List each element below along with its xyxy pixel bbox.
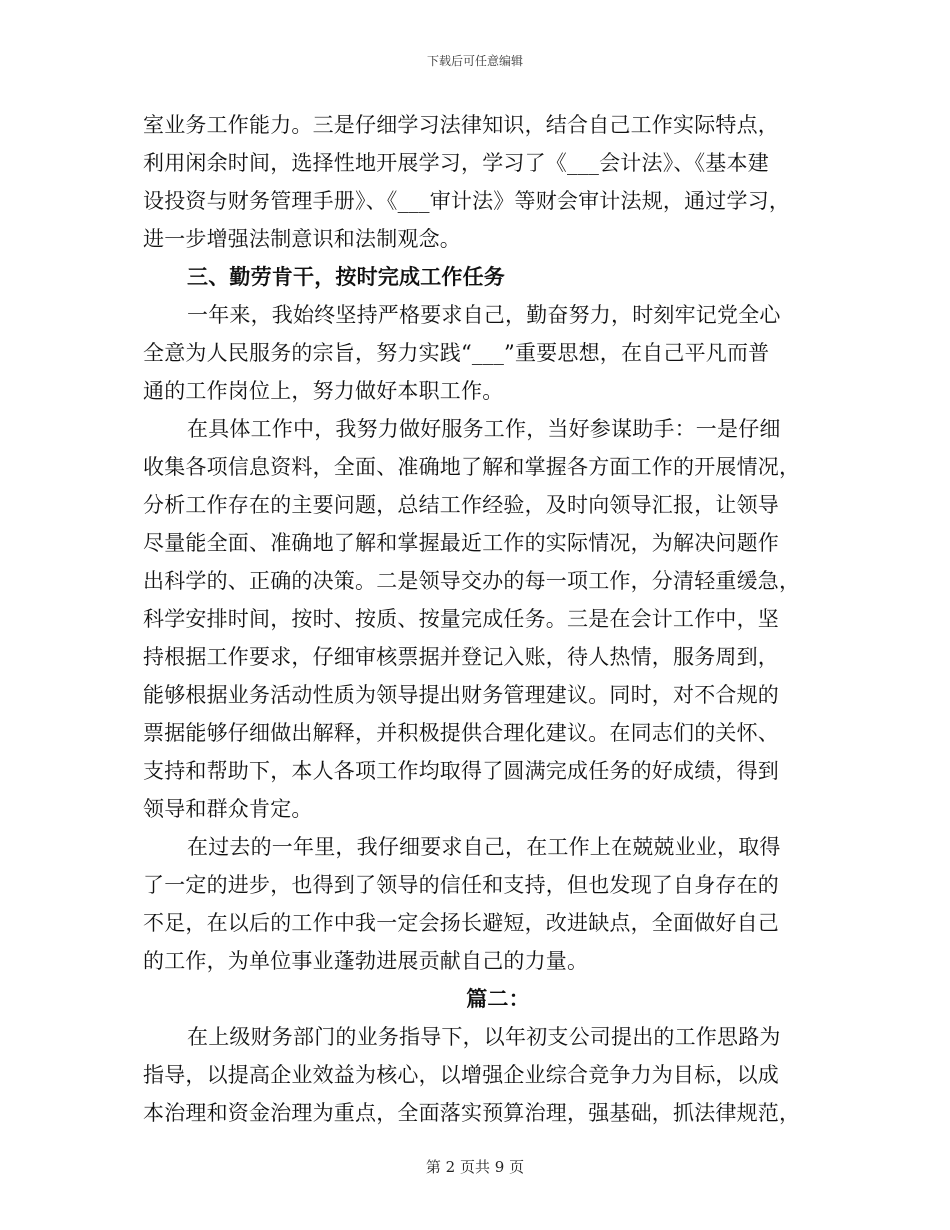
body-line: 支持和帮助下，本人各项工作均取得了圆满完成任务的好成绩，得到 [143,759,779,783]
body-line: 室业务工作能力。三是仔细学习法律知识，结合自己工作实际特点， [143,113,779,137]
body-line: 的工作，为单位事业蓬勃进展贡献自己的力量。 [143,949,589,973]
document-body [143,106,823,1132]
body-line: 能够根据业务活动性质为领导提出财务管理建议。同时，对不合规的 [143,683,779,707]
body-line: 设投资与财务管理手册》、《___审计法》等财会审计法规，通过学习， [143,189,791,213]
body-line: 分析工作存在的主要问题，总结工作经验，及时向领导汇报，让领导 [143,493,779,517]
body-line: 不足，在以后的工作中我一定会扬长避短，改进缺点，全面做好自己 [143,911,779,935]
body-line: 本治理和资金治理为重点，全面落实预算治理，强基础，抓法律规范， [143,1101,801,1125]
body-line: 科学安排时间，按时、按质、按量完成任务。三是在会计工作中，坚 [143,607,779,631]
section-heading: 三、勤劳肯干，按时完成工作任务 [187,264,505,289]
body-line: 尽量能全面、准确地了解和掌握最近工作的实际情况，为解决问题作 [143,531,779,555]
body-line: 全意为人民服务的宗旨，努力实践“___”重要思想，在自己平凡而普 [143,341,770,365]
body-line: 持根据工作要求，仔细审核票据并登记入账，待人热情，服务周到， [143,645,779,669]
body-line: 领导和群众肯定。 [143,797,313,821]
body-line: 收集各项信息资料，全面、准确地了解和掌握各方面工作的开展情况， [143,455,801,479]
body-line: 通的工作岗位上，努力做好本职工作。 [143,379,504,403]
paragraph-first-line: 在过去的一年里，我仔细要求自己，在工作上在兢兢业业，取得 [187,835,781,859]
page-header: 下载后可任意编辑 [426,54,523,68]
body-line: 出科学的、正确的决策。二是领导交办的每一项工作，分清轻重缓急， [143,569,801,593]
body-line: 利用闲余时间，选择性地开展学习，学习了《___会计法》、《基本建 [143,151,769,175]
body-line: 票据能够仔细做出解释，并积极提供合理化建议。在同志们的关怀、 [143,721,779,745]
body-line: 进一步增强法制意识和法制观念。 [143,227,461,251]
paragraph-first-line: 在具体工作中，我努力做好服务工作，当好参谋助手：一是仔细 [187,417,781,441]
part-heading: 篇二： [466,986,530,1011]
paragraph-first-line: 在上级财务部门的业务指导下，以年初支公司提出的工作思路为 [187,1025,781,1049]
page-footer: 第 2 页共 9 页 [425,1158,525,1176]
paragraph-first-line: 一年来，我始终坚持严格要求自己，勤奋努力，时刻牢记党全心 [187,303,781,327]
body-line: 了一定的进步，也得到了领导的信任和支持，但也发现了自身存在的 [143,873,779,897]
body-line: 指导，以提高企业效益为核心，以增强企业综合竞争力为目标，以成 [143,1063,779,1087]
